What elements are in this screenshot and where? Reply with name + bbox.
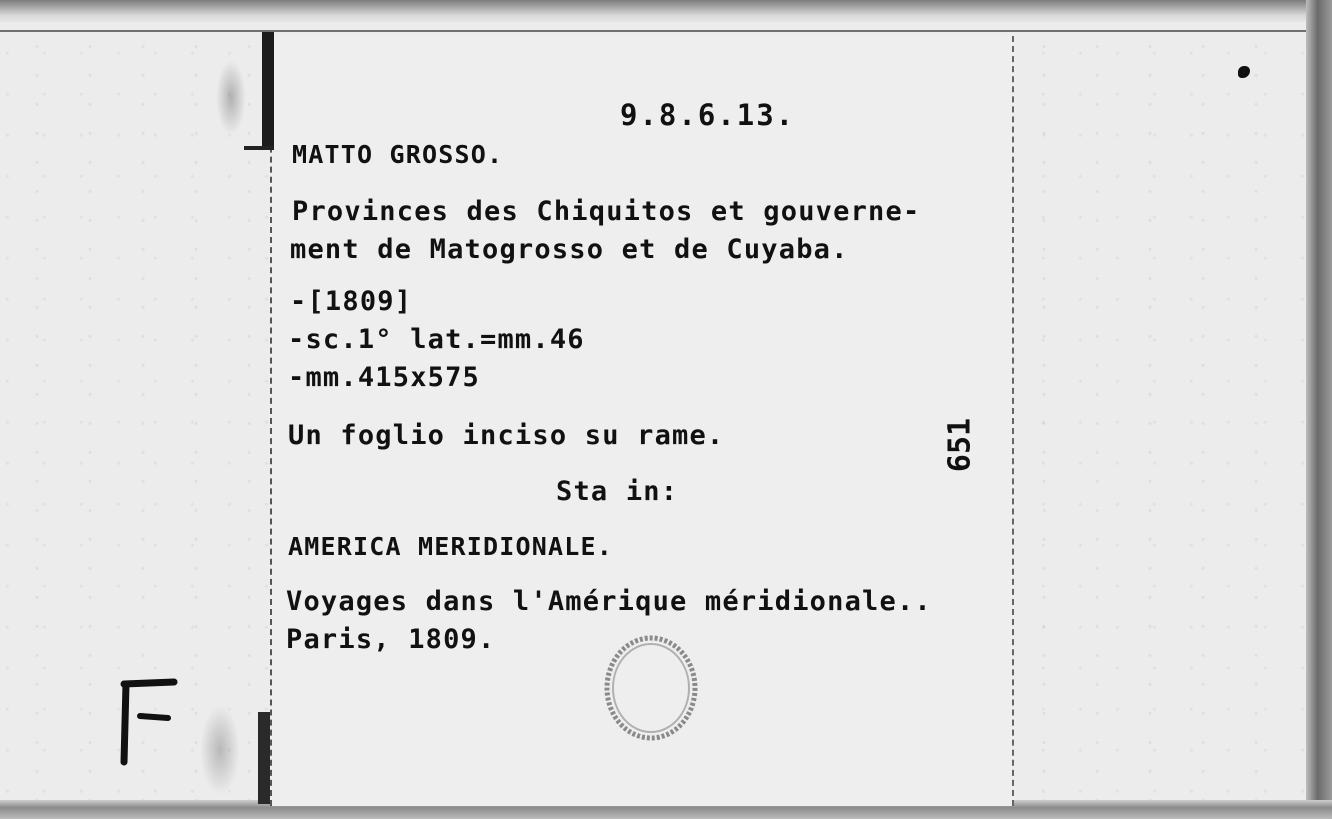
- contained-in-label: Sta in:: [556, 476, 679, 507]
- series-title: AMERICA MERIDIONALE.: [288, 532, 614, 561]
- left-smudge-top: [216, 60, 246, 135]
- stamp-ring-icon: [596, 632, 706, 744]
- subject-heading: MATTO GROSSO.: [292, 140, 504, 169]
- scale-field: -sc.1° lat.=mm.46: [288, 324, 585, 355]
- card-top-edge: [0, 30, 1318, 32]
- publication-line-2: Paris, 1809.: [286, 624, 496, 655]
- side-number: 651: [942, 417, 978, 473]
- title-line-1: Provinces des Chiquitos et gouverne-: [292, 196, 921, 227]
- card-notch: [244, 146, 274, 150]
- card-binding-bottom: [258, 712, 270, 804]
- date-field: -[1809]: [290, 286, 413, 317]
- title-line-2: ment de Matogrosso et de Cuyaba.: [290, 234, 849, 265]
- physical-description: Un foglio inciso su rame.: [288, 420, 725, 451]
- publication-line-1: Voyages dans l'Amérique méridionale..: [286, 586, 932, 617]
- corner-mark-icon: [112, 678, 182, 768]
- dimensions-field: -mm.415x575: [288, 362, 481, 393]
- left-smudge-bottom: [200, 705, 240, 795]
- scan-right-edge: [1306, 0, 1332, 819]
- card-binding-top: [262, 32, 274, 150]
- call-number: 9.8.6.13.: [620, 98, 796, 132]
- scan-top-edge: [0, 0, 1332, 22]
